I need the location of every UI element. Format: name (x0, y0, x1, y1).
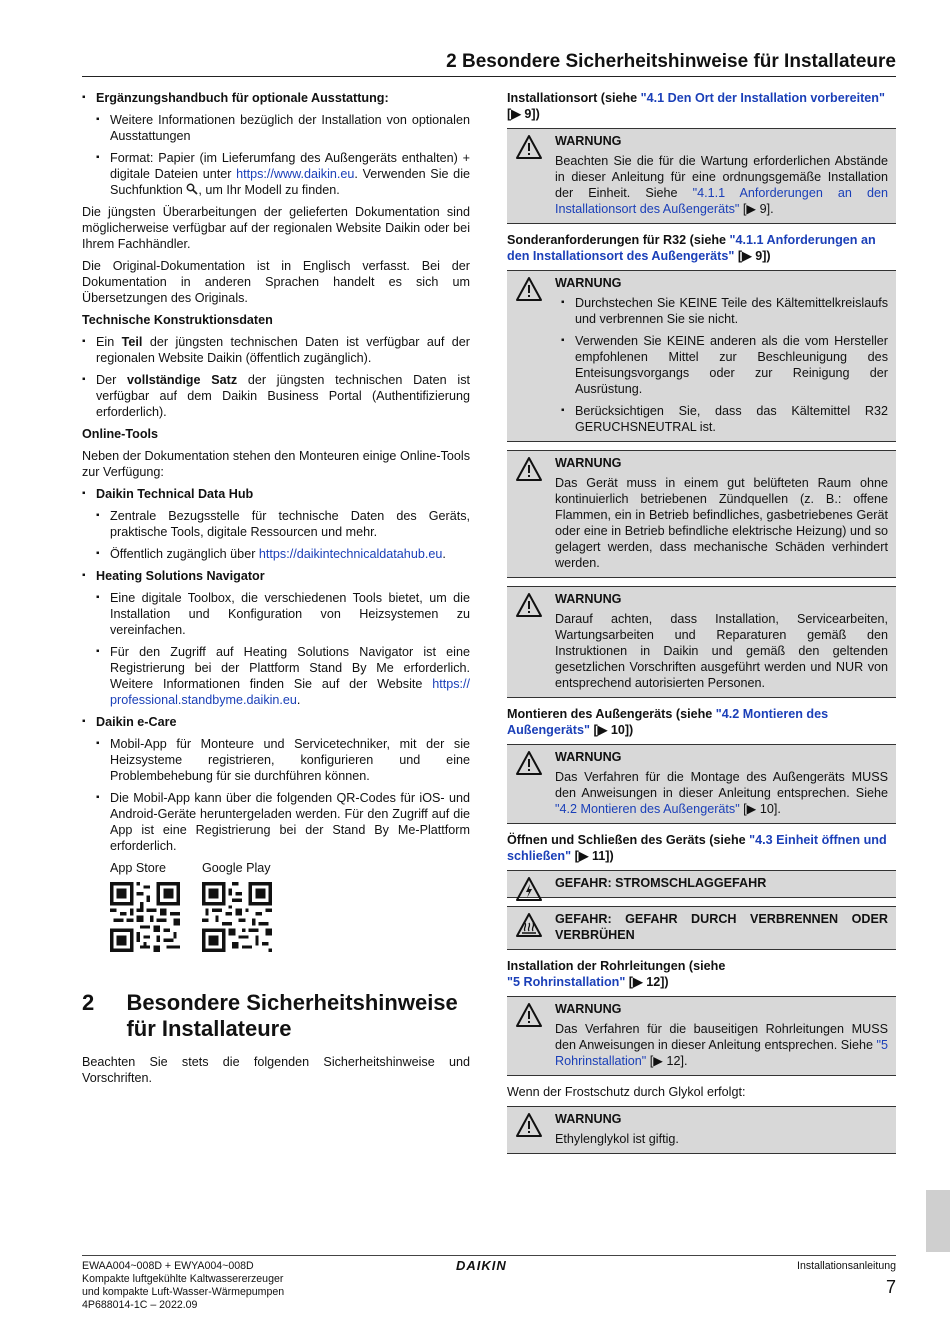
footer-line: EWAA004~008D + EWYA004~008D (82, 1260, 254, 1272)
text: der jüngsten technischen Daten ist verfügbar auf der regionalen Website Daikin (öffentlich zugänglich). (96, 335, 470, 365)
footer-rule (82, 1255, 896, 1256)
search-icon (186, 183, 198, 195)
tech-data-hub-title: Daikin Technical Data Hub (96, 487, 254, 501)
warning-title: WARNUNG (555, 276, 622, 290)
text: [▶ 11]) (571, 849, 614, 863)
header-rule (82, 76, 896, 77)
list-item: ▪ Eine digitale Toolbox, die verschiedenen Tools bietet, um die Installation und Konfiguration von Heizsystemen zu vereinfachen. (96, 590, 470, 638)
qr-label-google-play: Google Play (202, 861, 271, 875)
text: , um Ihr Modell zu finden. (198, 183, 340, 197)
list-item (82, 334, 470, 366)
qr-google-play (202, 860, 274, 956)
text-bold: vollständige Satz (127, 373, 238, 387)
text-bold: Teil (121, 335, 143, 349)
online-tools-heading: Online-Tools (82, 427, 159, 441)
chapter-heading (82, 990, 470, 1042)
text: [▶ 9]) (507, 107, 540, 121)
qr-app-store (110, 860, 182, 956)
footer-line: und kompakte Luft-Wasser-Wärmepumpen (82, 1286, 285, 1298)
hot-surface-icon (515, 912, 543, 938)
danger-box (507, 906, 896, 950)
daikin-logo: DAIKIN (456, 1258, 507, 1273)
chapter-tab-marker (926, 1190, 950, 1252)
section-heading-mounting (507, 706, 896, 738)
supplement-manual-title: Ergänzungshandbuch für optionale Ausstattung: (96, 91, 389, 105)
footer-doc-type: Installationsanleitung (797, 1260, 896, 1272)
warning-text (555, 769, 888, 817)
warning-icon (515, 456, 543, 482)
list-item: ▪ Weitere Informationen bezüglich der Installation von optionalen Ausstattungen (96, 112, 470, 144)
list-item (96, 546, 470, 562)
xref-link[interactable]: "4.1 Den Ort der Installation vorbereiten" (640, 91, 885, 105)
text: der jüngsten technischen Daten ist verfügbar auf dem Daikin Business Portal (Authentifizierung erforderlich). (96, 373, 471, 419)
qr-code-icon[interactable] (110, 882, 180, 952)
warning-title: WARNUNG (555, 1112, 622, 1126)
text: Sonderanforderungen für R32 (siehe (507, 233, 730, 247)
list-item: ▪ Berücksichtigen Sie, dass das Kältemittel R32 GERUCHSNEUTRAL ist. (561, 403, 888, 435)
list-item (82, 90, 470, 198)
standbyme-link[interactable]: https:// professional.standbyme.daikin.eu (110, 677, 470, 707)
list-item: ▪ Die Mobil-App kann über die folgenden QR-Codes für iOS- und Android-Geräte heruntergeladen werden. Für den Zugriff auf die App ist eine Registrierung bei der Stand By Me-Plattform erforderlich. (96, 790, 470, 854)
warning-title: WARNUNG (555, 750, 622, 764)
section-heading-open-close (507, 832, 896, 864)
footer-line: Kompakte luftgekühlte Kaltwassererzeuger (82, 1273, 284, 1285)
footer-line: 4P688014-1C – 2022.09 (82, 1299, 198, 1311)
text: Installationsort (siehe (507, 91, 641, 105)
paragraph: Die jüngsten Überarbeitungen der gelieferten Dokumentation sind möglicherweise verfügbar auf der regionalen Website Daikin oder bei Ihrem Fachhändler. (82, 205, 470, 251)
paragraph: Neben der Dokumentation stehen den Monteuren einige Online-Tools zur Verfügung: (82, 449, 470, 479)
text: Öffnen und Schließen des Geräts (siehe (507, 833, 750, 847)
text: . (296, 693, 301, 707)
hsn-title: Heating Solutions Navigator (96, 569, 265, 583)
warning-title: WARNUNG (555, 456, 622, 470)
xref-link[interactable]: "4.1.1 Anforderungen an den Installationsort des Außengeräts" (555, 186, 888, 216)
warning-box (507, 996, 896, 1076)
right-column (507, 90, 896, 1162)
warning-text (555, 1021, 888, 1069)
left-column (82, 90, 470, 1092)
paragraph: Beachten Sie stets die folgenden Sicherheitshinweise und Vorschriften. (82, 1055, 470, 1085)
list-item: ▪ Verwenden Sie KEINE anderen als die vom Hersteller empfohlenen Mittel zur Beschleunigung des Enteisungsvorgangs oder zur Reinigung der Ausrüstung. (561, 333, 888, 397)
warning-box (507, 744, 896, 824)
list-item (82, 568, 470, 708)
text: . Verwenden Sie die Suchfunktion (110, 167, 470, 197)
warning-title: WARNUNG (555, 592, 622, 606)
xref-link[interactable]: "4.2 Montieren des Außengeräts" (507, 707, 829, 737)
paragraph: Die Original-Dokumentation ist in Englisch verfasst. Bei der Dokumentation in anderen Sprachen handelt es sich um Übersetzungen des Originals. (82, 259, 470, 305)
warning-text: Darauf achten, dass Installation, Servicearbeiten, Wartungsarbeiten und Reparaturen gemäß den Instruktionen in Daikin und gemäß den geltenden gesetzlichen Vorschriften ausgeführt werden und NUR von entsprechend autorisierten Personen. (555, 612, 888, 690)
warning-box (507, 128, 896, 224)
danger-box (507, 870, 896, 898)
text: Öffentlich zugänglich über (110, 547, 259, 561)
text: [▶ 9]) (734, 249, 771, 263)
text: Das Verfahren für die bauseitigen Rohrleitungen MUSS den Anweisungen in dieser Anleitung entsprechen. Siehe (555, 1022, 888, 1052)
electric-shock-icon (515, 876, 543, 902)
text: [▶ 10]) (589, 723, 634, 737)
list-item (82, 486, 470, 562)
page-number: 7 (885, 1277, 896, 1297)
xref-link[interactable]: "4.1.1 Anforderungen an den Installationsort des Außengeräts" (507, 233, 876, 263)
page-header-title: 2 Besondere Sicherheitshinweise für Installateure (446, 51, 896, 72)
warning-text (555, 153, 888, 217)
text: [▶ 12]. (646, 1054, 688, 1068)
text: Das Verfahren für die Montage des Außengeräts MUSS den Anweisungen in dieser Anleitung entsprechen. Siehe (555, 770, 888, 800)
warning-icon (515, 1002, 543, 1028)
xref-link[interactable]: "4.3 Einheit öffnen und schließen" (507, 833, 887, 863)
tech-data-hub-link[interactable]: https://daikintechnicaldatahub.eu (258, 547, 443, 561)
list-item: ▪ Mobil-App für Monteure und Servicetechniker, mit der sie Heizsysteme registrieren, konfigurieren und eine Problembehebung für sie durchführen können. (96, 736, 470, 784)
warning-icon (515, 134, 543, 160)
daikin-eu-link[interactable]: https://www.daikin.eu (236, 167, 355, 181)
warning-title: WARNUNG (555, 1002, 622, 1016)
text: [▶ 9]. (739, 202, 774, 216)
warning-icon (515, 276, 543, 302)
list-item: ▪ Durchstechen Sie KEINE Teile des Kältemittelkreislaufs und verbrennen Sie sie nicht. (561, 295, 888, 327)
xref-link[interactable]: "5 Rohrinstallation" (555, 1038, 888, 1068)
warning-icon (515, 1112, 543, 1138)
footer-doc-info (82, 1260, 284, 1312)
text: Für den Zugriff auf Heating Solutions Navigator ist eine Registrierung bei der Plattform Stand By Me erforderlich. Weitere Informationen finden Sie auf der Website (110, 645, 470, 691)
warning-icon (515, 750, 543, 776)
list-item (82, 714, 470, 854)
text: Format: Papier (im Lieferumfang des Außengeräts enthalten) + digitale Dateien unter (110, 151, 470, 181)
danger-title: GEFAHR: GEFAHR DURCH VERBRENNEN ODER VERBRÜHEN (555, 912, 888, 942)
list-item (96, 150, 470, 198)
warning-box (507, 450, 896, 578)
chapter-title: Besondere Sicherheitshinweise für Installateure (126, 990, 458, 1041)
text: [▶ 12]) (625, 975, 669, 989)
text: Der (96, 373, 128, 387)
qr-label-app-store: App Store (110, 861, 167, 875)
section-heading-piping (507, 958, 896, 990)
chapter-number: 2 (82, 990, 95, 1015)
text: Beachten Sie die für die Wartung erforderlichen Abstände in dieser Anleitung für eine ordnungsgemäße Installation der Einheit. Siehe (555, 154, 888, 200)
qr-code-icon[interactable] (202, 882, 272, 952)
tech-data-heading: Technische Konstruktionsdaten (82, 313, 273, 327)
text: Montieren des Außengeräts (siehe (507, 707, 716, 721)
text: [▶ 10]. (739, 802, 781, 816)
list-item (96, 644, 470, 708)
section-heading-r32 (507, 232, 896, 264)
list-item: ▪ Zentrale Bezugsstelle für technische Daten des Geräts, praktische Tools, digitale Ressourcen und mehr. (96, 508, 470, 540)
warning-icon (515, 592, 543, 618)
warning-box (507, 270, 896, 442)
list-item (82, 372, 470, 420)
footer-page-info (797, 1260, 896, 1298)
warning-text: Ethylenglykol ist giftig. (555, 1132, 679, 1146)
text: Installation der Rohrleitungen (siehe (507, 959, 726, 973)
danger-title: GEFAHR: STROMSCHLAGGEFAHR (555, 876, 767, 890)
warning-text: Das Gerät muss in einem gut belüfteten Raum ohne kontinuierlich betriebenen Zündquellen (z. B.: offene Flammen, ein in Betrieb befindliches, gasbetriebenes Gerät oder eine in Betrieb befindliche elektrische Heizung) und so gelagert werden, dass mechanische Schäden verhindert werden. (555, 476, 888, 570)
section-heading-location (507, 90, 896, 122)
text: . (442, 547, 446, 561)
text: Ein (96, 335, 122, 349)
xref-link[interactable]: "4.2 Montieren des Außengeräts" (555, 802, 740, 816)
qr-code-row (110, 860, 470, 956)
xref-link[interactable]: "5 Rohrinstallation" (507, 975, 626, 989)
warning-box (507, 1106, 896, 1154)
warning-box (507, 586, 896, 698)
warning-title: WARNUNG (555, 134, 622, 148)
paragraph: Wenn der Frostschutz durch Glykol erfolgt: (507, 1085, 746, 1099)
ecare-title: Daikin e-Care (96, 715, 177, 729)
